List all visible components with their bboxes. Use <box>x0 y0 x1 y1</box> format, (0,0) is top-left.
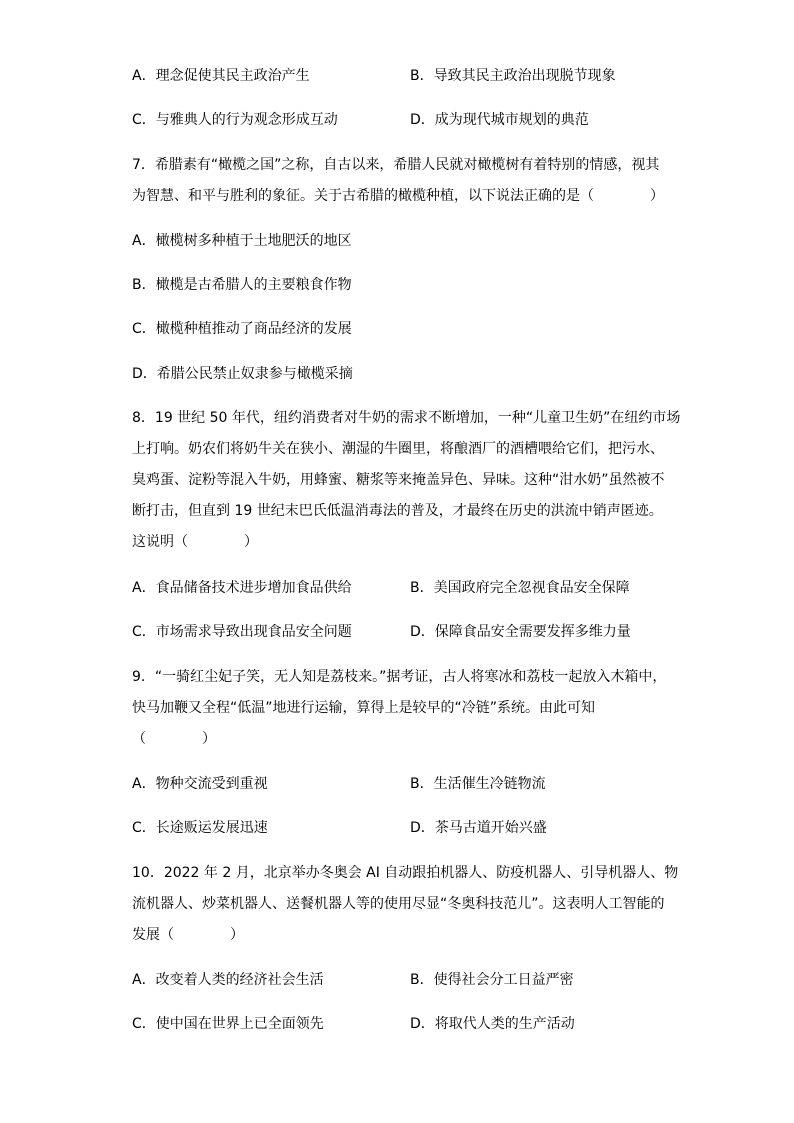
q9-stem-line-2: 快马加鞭又全程“低温”地进行运输，算得上是较早的“冷链”系统。由此可知 <box>132 700 596 716</box>
q7-stem-line-1: 7．希腊素有“橄榄之国”之称，自古以来，希腊人民就对橄榄树有着特别的情感，视其 <box>132 157 660 173</box>
q9-option-d: D．茶马古道开始兴盛 <box>410 820 547 836</box>
q6-option-b: B．导致其民主政治出现脱节现象 <box>410 68 616 84</box>
q7-option-b: B．橄榄是古希腊人的主要粮食作物 <box>132 277 352 293</box>
q6-option-d: D．成为现代城市规划的典范 <box>410 112 589 128</box>
q7-option-c: C．橄榄种植推动了商品经济的发展 <box>132 321 352 337</box>
q8-option-a: A．食品储备技术进步增加食品供给 <box>132 580 352 596</box>
q8-option-b: B．美国政府完全忽视食品安全保障 <box>410 580 630 596</box>
q7-stem-line-2: 为智慧、和平与胜利的象征。关于古希腊的橄榄种植，以下说法正确的是（ ） <box>132 188 664 204</box>
q9-stem-line-1: 9．“一骑红尘妃子笑，无人知是荔枝来。”据考证，古人将寒冰和荔枝一起放入木箱中， <box>132 669 667 685</box>
q7-option-d: D．希腊公民禁止奴隶参与橄榄采摘 <box>132 366 353 382</box>
q6-option-a: A．理念促使其民主政治产生 <box>132 68 310 84</box>
q8-option-c: C．市场需求导致出现食品安全问题 <box>132 624 352 640</box>
q10-stem-line-3: 发展（ ） <box>132 927 244 943</box>
q6-option-c: C．与雅典人的行为观念形成互动 <box>132 112 338 128</box>
q10-stem-line-2: 流机器人、炒菜机器人、送餐机器人等的使用尽显“冬奥科技范儿”。这表明人工智能的 <box>132 896 665 912</box>
q9-option-a: A．物种交流受到重视 <box>132 776 268 792</box>
q10-option-a: A．改变着人类的经济社会生活 <box>132 972 324 988</box>
q8-stem-line-3: 臭鸡蛋、淀粉等混入牛奶，用蜂蜜、糖浆等来掩盖异色、异味。这种“泔水奶”虽然被不 <box>132 472 665 488</box>
q9-option-b: B．生活催生冷链物流 <box>410 776 546 792</box>
q8-stem-line-4: 断打击，但直到 19 世纪末巴氏低温消毒法的普及，才最终在历史的洪流中销声匿迹。 <box>132 503 663 519</box>
q10-option-b: B．使得社会分工日益严密 <box>410 972 574 988</box>
q8-stem-line-2: 上打响。奶农们将奶牛关在狭小、潮湿的牛圈里，将酿酒厂的酒槽喂给它们，把污水、 <box>132 441 664 457</box>
q8-stem-line-1: 8．19 世纪 50 年代，纽约消费者对牛奶的需求不断增加，一种“儿童卫生奶”在纽约市场 <box>132 410 681 426</box>
q10-stem-line-1: 10．2022 年 2 月，北京举办冬奥会 AI 自动跟拍机器人、防疫机器人、引导机器人、物 <box>132 865 679 881</box>
q8-stem-line-5: 这说明（ ） <box>132 534 258 550</box>
q8-option-d: D．保障食品安全需要发挥多维力量 <box>410 624 631 640</box>
q9-option-c: C．长途贩运发展迅速 <box>132 820 268 836</box>
q7-option-a: A．橄榄树多种植于土地肥沃的地区 <box>132 233 352 249</box>
q9-stem-line-3: （ ） <box>132 731 216 747</box>
q10-option-c: C．使中国在世界上已全面领先 <box>132 1016 324 1032</box>
q10-option-d: D．将取代人类的生产活动 <box>410 1016 575 1032</box>
